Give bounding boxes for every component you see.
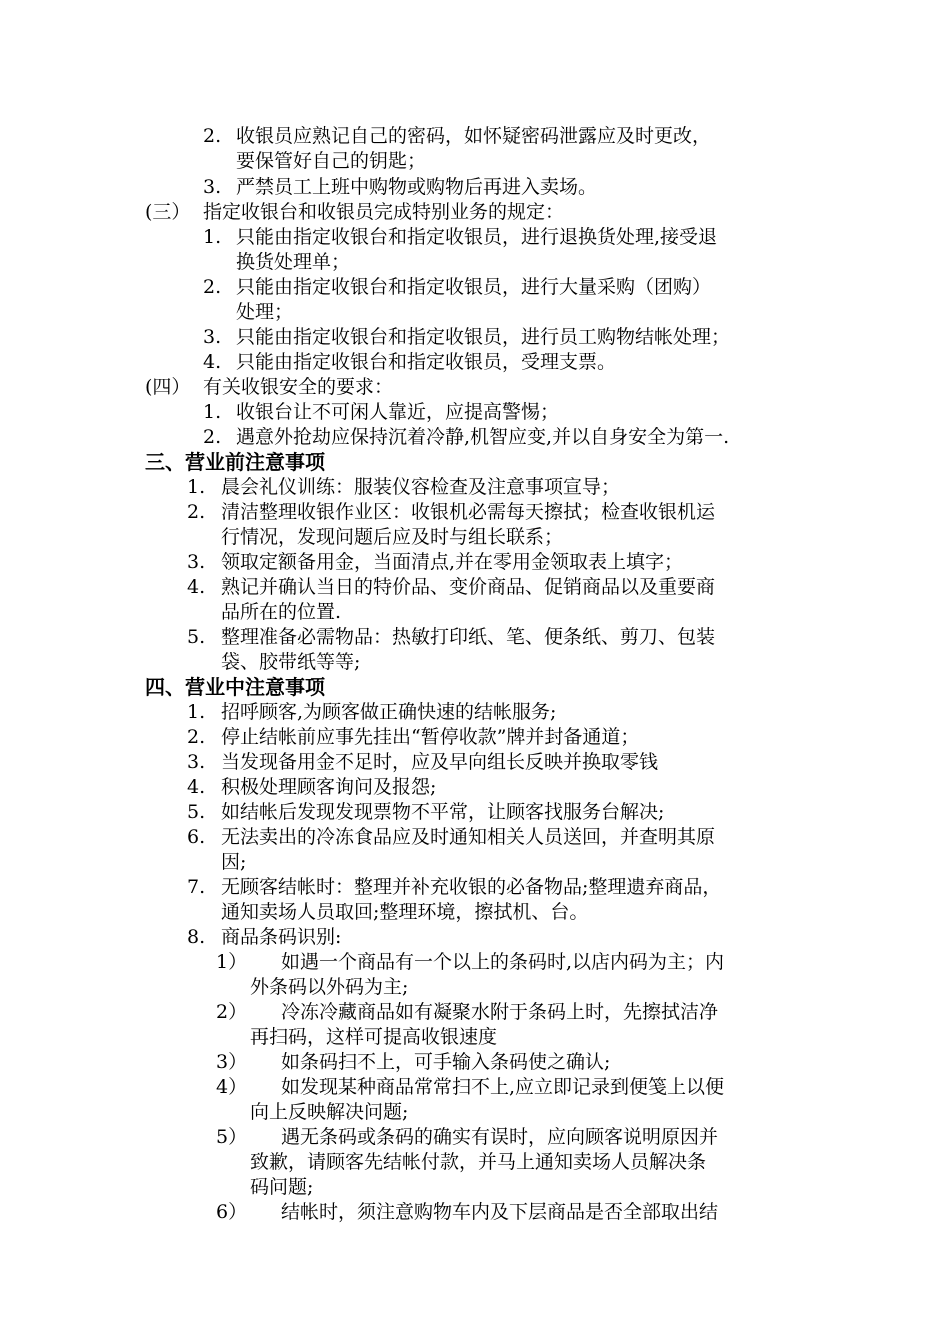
list-item-num: 3. — [187, 751, 206, 773]
list-item-num: 7. — [187, 876, 206, 898]
list-item-text-cont: 袋、胶带纸等等; — [221, 651, 361, 673]
list-item-num: 5. — [187, 626, 206, 648]
list-item-text-cont: 因; — [221, 851, 247, 873]
list-item-text: 积极处理顾客询问及报怨; — [221, 776, 437, 798]
list-item-num: 2. — [187, 726, 206, 748]
list-item-num: 1. — [203, 401, 222, 423]
list-item-num: 3. — [187, 551, 206, 573]
sub-item-text: 如条码扫不上，可手输入条码使之确认; — [281, 1051, 611, 1073]
list-item-text: 遇意外抢劫应保持沉着冷静,机智应变,并以自身安全为第一. — [236, 426, 730, 448]
list-item-num: 5. — [187, 801, 206, 823]
subsection-label: (三） — [145, 201, 191, 223]
sub-item-text: 遇无条码或条码的确实有误时，应向顾客说明原因并 — [281, 1126, 719, 1148]
list-item-text: 整理准备必需物品：热敏打印纸、笔、便条纸、剪刀、包装 — [221, 626, 716, 648]
list-item-text-cont: 通知卖场人员取回;整理环境，擦拭机、台。 — [221, 901, 589, 923]
list-item-text: 领取定额备用金，当面清点,并在零用金领取表上填字； — [221, 551, 684, 573]
sub-item-text-cont: 码问题; — [250, 1176, 314, 1198]
list-item-num: 4. — [187, 576, 206, 598]
list-item-num: 4. — [203, 351, 222, 373]
list-item-num: 1. — [187, 701, 206, 723]
list-item-text-cont: 处理； — [236, 301, 294, 323]
section-heading: 四、营业中注意事项 — [145, 675, 325, 699]
sub-item-text: 如发现某种商品常常扫不上,应立即记录到便笺上以便 — [281, 1076, 725, 1098]
section-heading: 三、营业前注意事项 — [145, 450, 325, 474]
list-item-num: 8. — [187, 926, 206, 948]
list-item-text: 收银员应熟记自己的密码，如怀疑密码泄露应及时更改， — [236, 125, 712, 147]
list-item-text-cont: 换货处理单； — [236, 251, 351, 273]
sub-item-text: 结帐时，须注意购物车内及下层商品是否全部取出结 — [281, 1201, 719, 1223]
sub-item-text: 冷冻冷藏商品如有凝聚水附于条码上时，先擦拭洁净 — [281, 1001, 719, 1023]
list-item-num: 1. — [187, 476, 206, 498]
list-item-num: 3. — [203, 176, 222, 198]
list-item-num: 6. — [187, 826, 206, 848]
sub-item-text-cont: 致歉，请顾客先结帐付款，并马上通知卖场人员解决条 — [250, 1151, 707, 1173]
sub-item-num: 3） — [216, 1051, 248, 1073]
list-item-text: 只能由指定收银台和指定收银员，受理支票。 — [236, 351, 617, 373]
sub-item-num: 2） — [216, 1001, 248, 1023]
list-item-text: 晨会礼仪训练：服装仪容检查及注意事项宣导； — [221, 476, 621, 498]
list-item-text: 只能由指定收银台和指定收银员，进行员工购物结帐处理； — [236, 326, 731, 348]
list-item-text: 停止结帐前应事先挂出“暂停收款”牌并封备通道； — [221, 726, 640, 748]
list-item-num: 2. — [187, 501, 206, 523]
list-item-text: 当发现备用金不足时，应及早向组长反映并换取零钱 — [221, 751, 659, 773]
sub-item-text-cont: 外条码以外码为主; — [250, 976, 409, 998]
list-item-num: 2. — [203, 125, 222, 147]
list-item-text: 只能由指定收银台和指定收银员，进行退换货处理,接受退 — [236, 226, 718, 248]
list-item-text: 收银台让不可闲人靠近，应提高警惕； — [236, 401, 560, 423]
list-item-num: 2. — [203, 426, 222, 448]
list-item-num: 1. — [203, 226, 222, 248]
sub-item-num: 6） — [216, 1201, 248, 1223]
list-item-text: 无顾客结帐时：整理并补充收银的必备物品;整理遗弃商品， — [221, 876, 722, 898]
sub-item-text: 如遇一个商品有一个以上的条码时,以店内码为主；内 — [281, 951, 725, 973]
list-item-num: 2. — [203, 276, 222, 298]
list-item-text: 严禁员工上班中购物或购物后再进入卖场。 — [236, 176, 598, 198]
list-item-text: 熟记并确认当日的特价品、变价商品、促销商品以及重要商 — [221, 576, 716, 598]
list-item-text: 只能由指定收银台和指定收银员，进行大量采购（团购） — [236, 276, 712, 298]
list-item-num: 3. — [203, 326, 222, 348]
sub-item-num: 5） — [216, 1126, 248, 1148]
sub-item-num: 1） — [216, 951, 248, 973]
sub-item-text-cont: 再扫码，这样可提高收银速度 — [250, 1026, 498, 1048]
list-item-text: 招呼顾客,为顾客做正确快速的结帐服务; — [221, 701, 557, 723]
list-item-text: 如结帐后发现发现票物不平常，让顾客找服务台解决; — [221, 801, 665, 823]
subsection-label: (四） — [145, 376, 191, 398]
list-item-text: 无法卖出的冷冻食品应及时通知相关人员送回，并查明其原 — [221, 826, 716, 848]
list-item-text: 清洁整理收银作业区：收银机必需每天擦拭；检查收银机运 — [221, 501, 716, 523]
list-item-text-cont: 品所在的位置. — [221, 601, 342, 623]
list-item-text-cont: 行情况，发现问题后应及时与组长联系； — [221, 526, 564, 548]
list-item-num: 4. — [187, 776, 206, 798]
list-item-text-cont: 要保管好自己的钥匙； — [236, 150, 427, 172]
subsection-title: 有关收银安全的要求： — [203, 376, 394, 398]
list-item-text: 商品条码识别: — [221, 926, 342, 948]
subsection-title: 指定收银台和收银员完成特别业务的规定： — [203, 201, 565, 223]
sub-item-num: 4） — [216, 1076, 248, 1098]
sub-item-text-cont: 向上反映解决问题; — [250, 1101, 409, 1123]
